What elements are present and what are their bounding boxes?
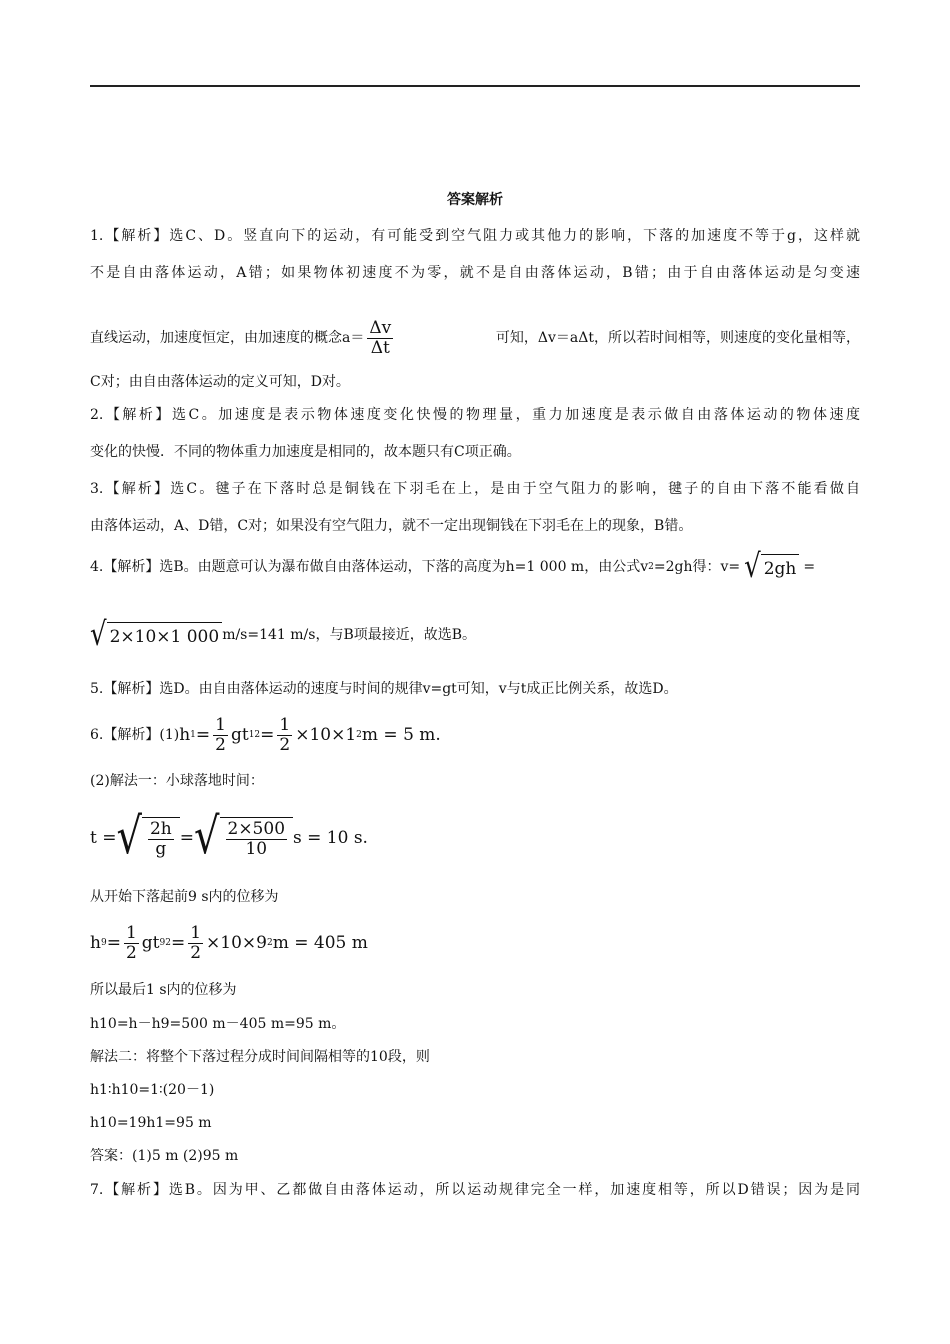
h9-formula: h 9 = $\frac{1}{2}$ gt 9 2 = $\frac{1}{2}$ ×10×9 2 m = 405 m	[90, 922, 368, 963]
sqrt-2gh-body: 2gh	[761, 554, 800, 580]
p6-line10: h10=19h1=95 m	[90, 1115, 212, 1131]
accel-fraction-den: Δt	[370, 337, 390, 358]
p1-line3-a: 直线运动，加速度恒定，由加速度的概念a＝	[90, 330, 365, 346]
p6-line7: h10=h－h9=500 m－405 m=95 m。	[90, 1016, 346, 1032]
half-fraction-1: $\frac{1}{2}$	[215, 714, 226, 755]
p6-line6: 所以最后1 s内的位移为	[90, 982, 237, 998]
t-formula: t = √ $\frac{2h}{g}$ = √ $\frac{2\times 500}{10}$ s = 10 s.	[90, 808, 368, 866]
p6-answer: 答案：(1)5 m (2)95 m	[90, 1148, 239, 1164]
p2-line1: 2.【解析】选C。加速度是表示物体速度变化快慢的物理量，重力加速度是表示做自由落体运动的物体速度	[90, 407, 860, 423]
p2-line2: 变化的快慢．不同的物体重力加速度是相同的，故本题只有C项正确。	[90, 444, 521, 460]
section-title: 答案解析	[447, 192, 503, 208]
p7-line1: 7.【解析】选B。因为甲、乙都做自由落体运动，所以运动规律完全一样，加速度相等，所以D错误；因为是同	[90, 1182, 860, 1198]
p1-line2: 不是自由落体运动，A错；如果物体初速度不为零，就不是自由落体运动，B错；由于自由落体运动是匀变速	[90, 265, 860, 281]
sqrt-2gh: √ 2gh	[744, 554, 799, 580]
p1-line3	[90, 316, 860, 360]
p4-line2	[90, 618, 476, 652]
p5-line1: 5.【解析】选D。由自由落体运动的速度与时间的规律v=gt可知，v与t成正比例关系，故选D。	[90, 681, 678, 697]
p6-line8: 解法二：将整个下落过程分成时间间隔相等的10段，则	[90, 1049, 430, 1065]
p1-line1: 1.【解析】选C、D。竖直向下的运动，有可能受到空气阻力或其他力的影响，下落的加速度不等于g，这样就	[90, 228, 860, 244]
p4-eq: =	[803, 559, 816, 575]
p6-line2: (2)解法一：小球落地时间：	[90, 773, 264, 789]
p6-line9: h1∶h10=1∶(20－1)	[90, 1082, 215, 1098]
p4-sup: 2	[648, 562, 654, 572]
p4-line2-b: m/s=141 m/s，与B项最接近，故选B。	[222, 627, 477, 643]
p6-line1	[90, 712, 441, 758]
p4-line1-b: =2gh得：v=	[653, 559, 741, 575]
sqrt-numeric: √ 2×10×1 000	[90, 622, 222, 648]
header-rule	[90, 85, 860, 87]
accel-fraction	[367, 319, 393, 357]
p6-line4: 从开始下落起前9 s内的位移为	[90, 889, 279, 905]
p4-line1-a: 4.【解析】选B。由题意可认为瀑布做自由落体运动，下落的高度为h=1 000 m，由公式v	[90, 559, 649, 575]
accel-fraction-num: Δv	[369, 317, 392, 338]
half-fraction-2: $\frac{1}{2}$	[279, 714, 291, 755]
p1-line4: C对；由自由落体运动的定义可知，D对。	[90, 374, 350, 390]
sqrt-2x500-10: √ $\frac{2\times 500}{10}$	[194, 817, 293, 858]
p1-line3-b: 可知，Δv＝aΔt，所以若时间相等，则速度的变化量相等，	[495, 330, 860, 346]
p3-line2: 由落体运动，A、D错，C对；如果没有空气阻力，就不一定出现铜钱在下羽毛在上的现象，B错。	[90, 518, 693, 534]
p3-line1: 3.【解析】选C。毽子在下落时总是铜钱在下羽毛在上，是由于空气阻力的影响，毽子的自由下落不能看做自	[90, 481, 860, 497]
p4-line1	[90, 550, 815, 584]
h1-formula: h 1 = $\frac{1}{2}$ gt 1 2 = $\frac{1}{2}$ ×10×1 2 m = 5 m.	[179, 714, 441, 755]
p6-line1-a: 6.【解析】(1)	[90, 727, 180, 743]
sqrt-2h-g: √ $\frac{2h}{g}$	[116, 817, 179, 858]
sqrt-numeric-body: 2×10×1 000	[107, 622, 223, 648]
